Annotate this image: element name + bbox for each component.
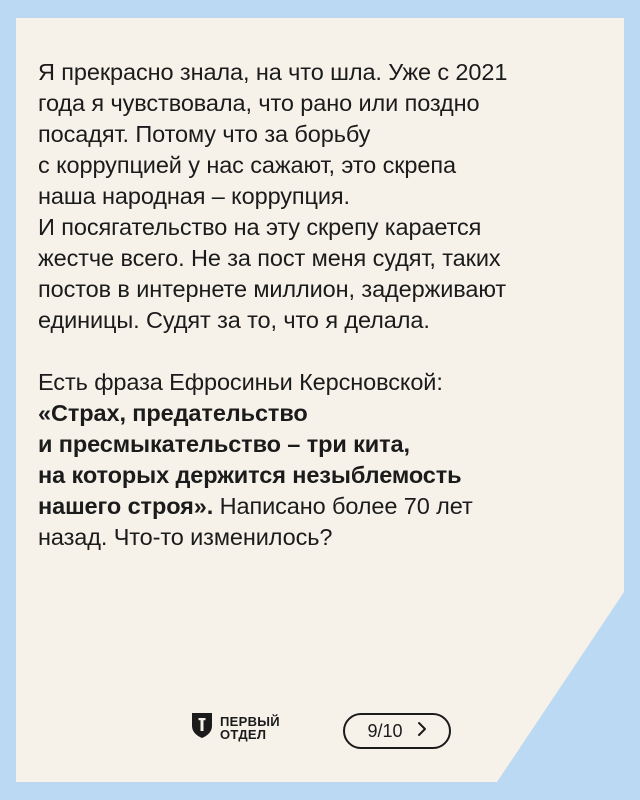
bold-quote-line: «Страх, предательство (38, 400, 308, 426)
quote-paragraph-1 (38, 57, 608, 336)
text-line: жестче всего. Не за пост меня судят, таких (38, 245, 501, 271)
text-line (38, 491, 608, 522)
text-line: посадят. Потому что за борьбу (38, 121, 371, 147)
text-line: Я прекрасно знала, на что шла. Уже с 2021 (38, 59, 508, 85)
text-line: Есть фраза Ефросиньи Керсновской: (38, 369, 443, 395)
page-indicator-label: 9/10 (367, 720, 403, 741)
text-line: наша народная – коррупция. (38, 183, 350, 209)
brand-name-line: ОТДЕЛ (220, 726, 267, 742)
text-line: с коррупцией у нас сажают, это скрепа (38, 152, 456, 178)
shield-icon (190, 711, 214, 744)
bold-quote-line: и пресмыкательство – три кита, (38, 431, 410, 457)
text-line: единицы. Судят за то, что я делала. (38, 307, 430, 333)
bold-quote-end: нашего строя». (38, 493, 214, 519)
brand-name (220, 715, 280, 741)
bold-quote-line: на которых держится незыблемость (38, 462, 462, 488)
page-indicator[interactable] (343, 713, 451, 749)
brand-logo (190, 711, 280, 744)
quote-paragraph-2 (38, 367, 608, 553)
brand-name-line: ПЕРВЫЙ (220, 713, 280, 729)
text-line: постов в интернете миллион, задерживают (38, 276, 506, 302)
quote-text (38, 57, 608, 553)
chevron-right-icon[interactable] (417, 721, 427, 742)
text-line: года я чувствовала, что рано или поздно (38, 90, 480, 116)
text-fragment: Написано более 70 лет (213, 493, 473, 519)
text-line: И посягательство на эту скрепу карается (38, 214, 482, 240)
text-line: назад. Что-то изменилось? (38, 524, 333, 550)
